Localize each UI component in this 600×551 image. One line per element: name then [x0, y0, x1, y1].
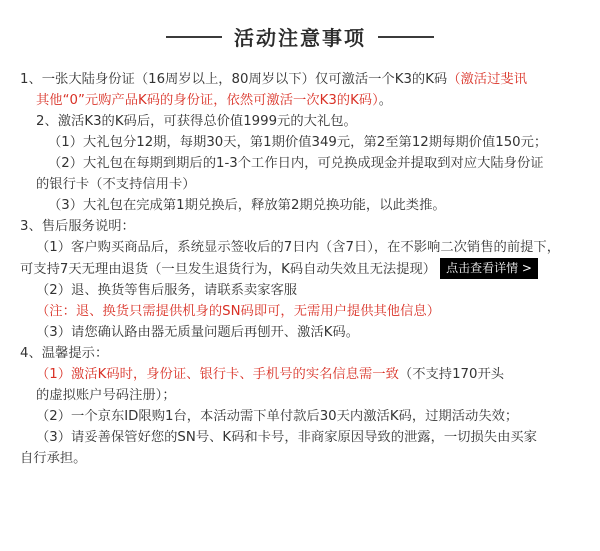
notice-body	[14, 69, 586, 469]
activity-notice-page	[0, 22, 600, 551]
section-3-heading: 3、售后服务说明：	[20, 219, 135, 234]
section-1-heading-tail2: 。	[378, 93, 393, 108]
section-4-item-1-cont: 的虚拟账户号码注册）；	[36, 388, 176, 403]
section-2-item-2-cont: 的银行卡（不支持信用卡）	[36, 177, 196, 192]
section-4-item-2: （2）一个京东ID限购1台，本活动需下单付款后30天内激活K码，过期活动失效；	[36, 409, 519, 424]
section-4-heading: 4、温馨提示：	[20, 346, 109, 361]
page-title: 活动注意事项	[234, 26, 366, 50]
section-1-heading-line-1	[20, 69, 586, 90]
section-4-item-1-red: （1）激活K码时，身份证、银行卡、手机号的实名信息需一致	[36, 367, 399, 382]
section-1-heading-line-2	[36, 90, 586, 111]
section-4-item-3-cont: 自行承担。	[20, 451, 87, 466]
section-1-heading-text: 1、一张大陆身份证（16周岁以上，80周岁以下）仅可激活一个K3的K码	[20, 72, 448, 87]
section-1-red-text: 其他“0”元购产品K码的身份证，依然可激活一次K3的K码）	[36, 93, 379, 108]
section-3-item-1-cont	[20, 258, 586, 280]
title-rule-right	[378, 36, 434, 38]
section-1-heading-tail: （激活过斐讯	[447, 72, 527, 87]
section-4-item-1	[36, 364, 586, 385]
title-rule-left	[166, 36, 222, 38]
section-4-item-3: （3）请妥善保管好您的SN号、K码和卡号，非商家原因导致的泄露，一切损失由买家	[36, 430, 537, 445]
view-detail-button[interactable]: 点击查看详情 >	[440, 258, 538, 279]
section-2-heading: 2、激活K3的K码后，可获得总价值1999元的大礼包。	[36, 114, 357, 129]
section-3-note: （注：退、换货只需提供机身的SN码即可，无需用户提供其他信息）	[36, 304, 440, 319]
section-2-item-2: （2）大礼包在每期到期后的1-3个工作日内，可兑换成现金并提取到对应大陆身份证	[48, 156, 544, 171]
section-4-item-1-tail: （不支持170开头	[398, 367, 505, 382]
section-2-item-1: （1）大礼包分12期，每期30天，第1期价值349元，第2至第12期每期价值150元；	[48, 135, 548, 150]
section-3-item-3: （3）请您确认路由器无质量问题后再刨开、激活K码。	[36, 325, 360, 340]
page-title-block	[14, 22, 586, 51]
section-3-item-1-cont-text: 可支持7天无理由退货（一旦发生退货行为，K码自动失效且无法提现）	[20, 262, 437, 277]
section-3-item-2: （2）退、换货等售后服务，请联系卖家客服	[36, 283, 298, 298]
section-3-item-1: （1）客户购买商品后，系统显示签收后的7日内（含7日），在不影响二次销售的前提下，	[36, 240, 561, 255]
section-2-item-3: （3）大礼包在完成第1期兑换后，释放第2期兑换功能，以此类推。	[48, 198, 446, 213]
